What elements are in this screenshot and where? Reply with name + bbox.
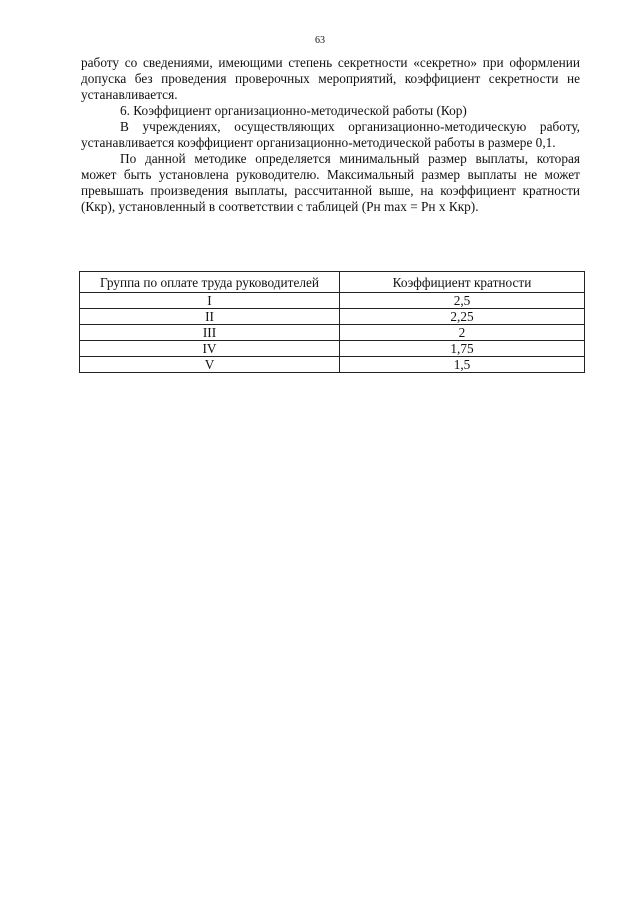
table-row [80, 293, 585, 309]
cell-group: II [80, 309, 340, 325]
cell-coefficient: 2,5 [340, 293, 585, 309]
table-header-row [80, 272, 585, 293]
cell-coefficient: 1,75 [340, 341, 585, 357]
cell-group: IV [80, 341, 340, 357]
paragraph-secrecy-continuation: работу со сведениями, имеющими степень секретности «секретно» при оформлении допуска без проведения проверочных мероприятий, коэффициент секретности не устанавливается. [81, 55, 580, 102]
cell-coefficient: 2,25 [340, 309, 585, 325]
cell-coefficient: 2 [340, 325, 585, 341]
table-row [80, 341, 585, 357]
header-coefficient: Коэффициент кратности [340, 272, 585, 293]
page-number: 63 [315, 35, 325, 46]
table-row [80, 325, 585, 341]
table-row [80, 309, 585, 325]
section-heading-methodical-coefficient: 6. Коэффициент организационно-методической работы (Кор) [120, 103, 467, 118]
paragraph-multiplicity-method: По данной методике определяется минимальный размер выплаты, которая может быть установлена руководителю. Максимальный размер выплаты не может превышать произведения выплаты, рассчитанной выше, на коэффициент кратности (Ккр), установленный в соответствии с таблицей (Рн max = Рн х Ккр). [81, 151, 580, 214]
cell-group: III [80, 325, 340, 341]
document-body [81, 55, 580, 215]
cell-group: V [80, 357, 340, 373]
cell-coefficient: 1,5 [340, 357, 585, 373]
multiplicity-coefficient-table [79, 271, 585, 373]
cell-group: I [80, 293, 340, 309]
header-group: Группа по оплате труда руководителей [80, 272, 340, 293]
paragraph-methodical-coefficient: В учреждениях, осуществляющих организационно-методическую работу, устанавливается коэффициент организационно-методической работы в размере 0,1. [81, 119, 580, 150]
table-row [80, 357, 585, 373]
